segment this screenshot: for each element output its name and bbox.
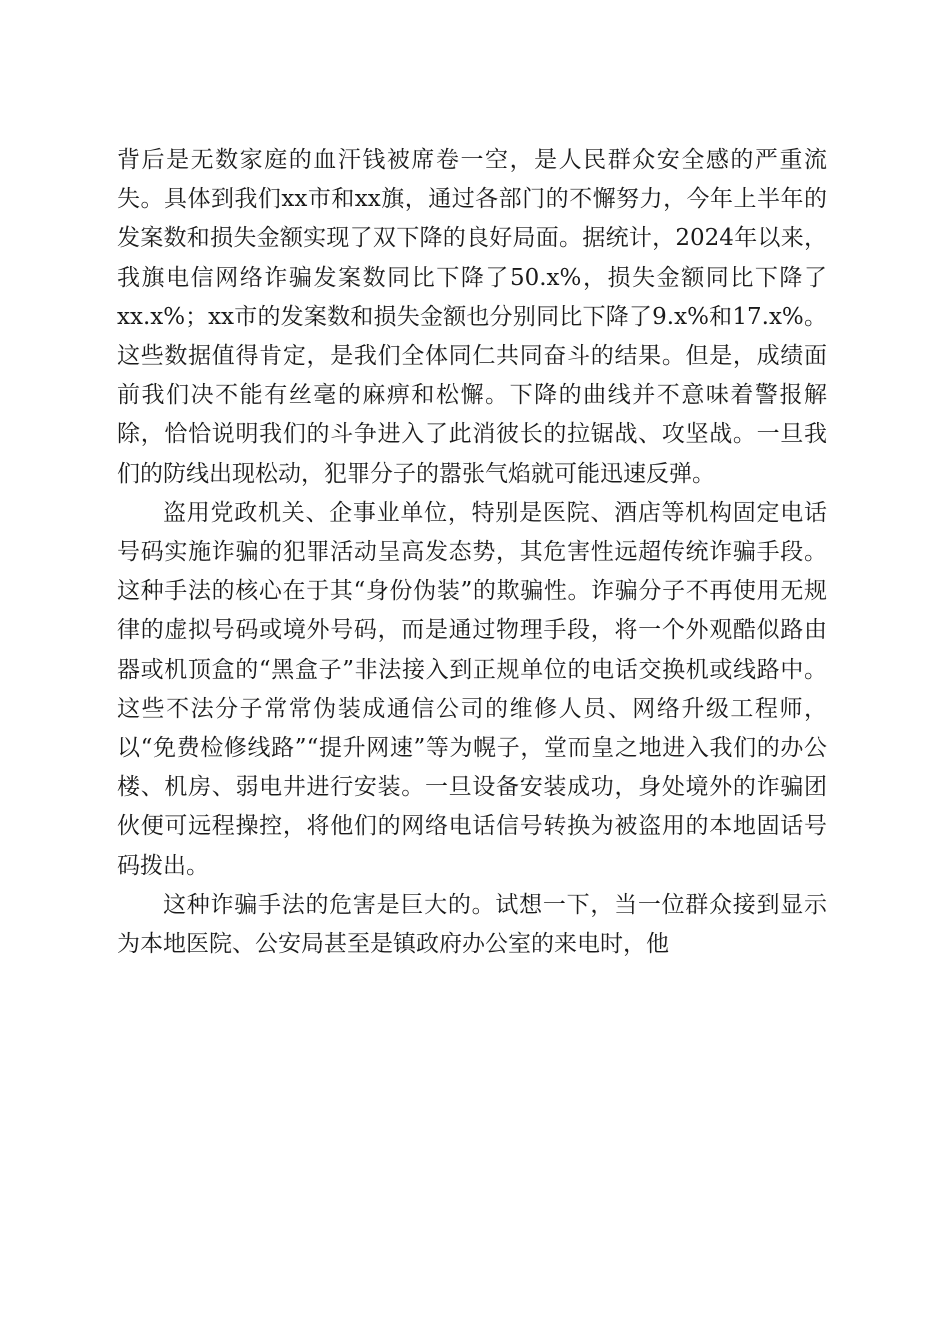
paragraph-1: 背后是无数家庭的血汗钱被席卷一空，是人民群众安全感的严重流失。具体到我们xx市和xx旗，通过各部门的不懈努力，今年上半年的发案数和损失金额实现了双下降的良好局面。据统计，2024年以来，我旗电信网络诈骗发案数同比下降了50.x%，损失金额同比下降了xx.x%；xx市的发案数和损失金额也分别同比下降了9.x%和17.x%。这些数据值得肯定，是我们全体同仁共同奋斗的结果。但是，成绩面前我们决不能有丝毫的麻痹和松懈。下降的曲线并不意味着警报解除，恰恰说明我们的斗争进入了此消彼长的拉锯战、攻坚战。一旦我们的防线出现松动，犯罪分子的嚣张气焰就可能迅速反弹。 — [117, 147, 827, 487]
paragraph-2: 盗用党政机关、企事业单位，特别是医院、酒店等机构固定电话号码实施诈骗的犯罪活动呈高发态势，其危害性远超传统诈骗手段。这种手法的核心在于其“身份伪装”的欺骗性。诈骗分子不再使用无规律的虚拟号码或境外号码，而是通过物理手段，将一个外观酷似路由器或机顶盒的“黑盒子”非法接入到正规单位的电话交换机或线路中。这些不法分子常常伪装成通信公司的维修人员、网络升级工程师，以“免费检修线路”“提升网速”等为幌子，堂而皇之地进入我们的办公楼、机房、弱电井进行安装。一旦设备安装成功，身处境外的诈骗团伙便可远程操控，将他们的网络电话信号转换为被盗用的本地固话号码拨出。 — [117, 499, 827, 879]
document-body — [117, 141, 827, 964]
paragraph-3: 这种诈骗手法的危害是巨大的。试想一下，当一位群众接到显示为本地医院、公安局甚至是镇政府办公室的来电时，他 — [117, 891, 827, 958]
